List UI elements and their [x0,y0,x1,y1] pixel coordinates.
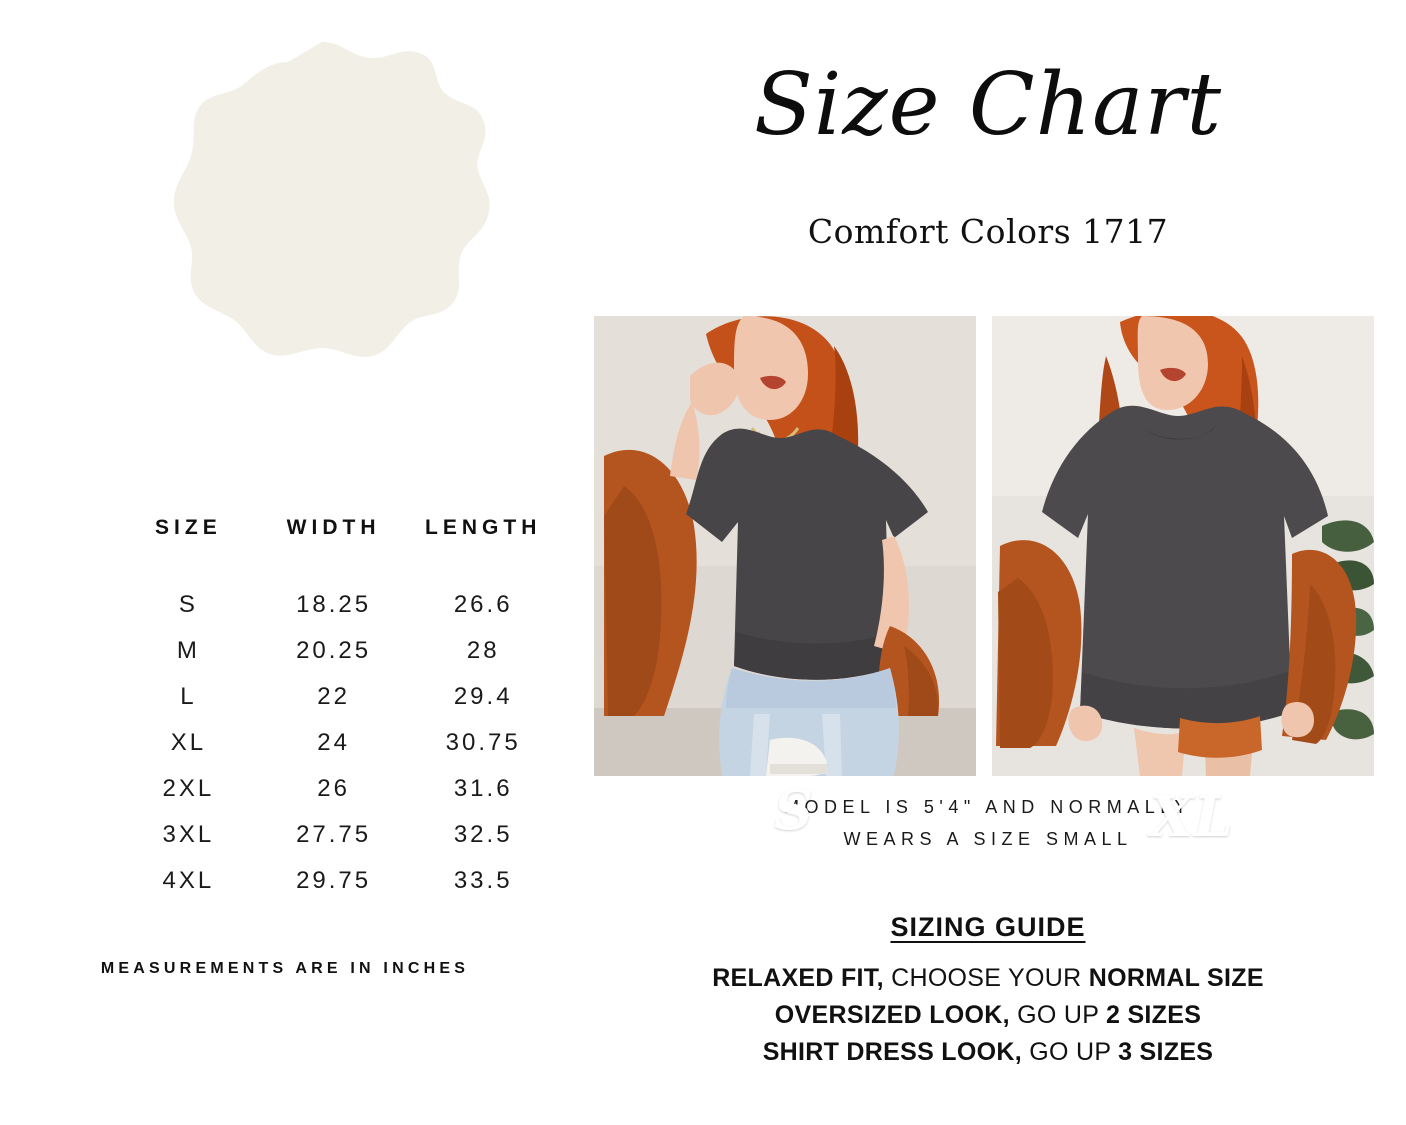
sizing-line-1-bold: NORMAL SIZE [1088,964,1264,992]
sizing-guide-heading: SIZING GUIDE [890,912,1086,942]
column-header-size: SIZE [155,516,222,539]
right-column [570,0,1406,1125]
table-header-row [118,515,558,582]
column-header-width: WIDTH [286,516,381,539]
page-subtitle: Comfort Colors 1717 [807,212,1169,251]
tee-size-letter-small: S [774,778,813,842]
model-photo-small [594,316,976,842]
column-header-length: LENGTH [425,516,542,539]
sizing-line-3-mid: GO UP [1021,1038,1119,1066]
cell-width: 29.75 [296,867,372,894]
cell-length: 29.4 [453,683,513,710]
cell-size: 2XL [162,775,215,802]
table-row [118,582,558,628]
measurement-units-note: MEASUREMENTS ARE IN INCHES [100,960,470,977]
cell-size: L [180,683,197,710]
model-note-line-1: MODEL IS 5'4" AND NORMALLY [784,797,1192,817]
cell-width: 27.75 [296,821,372,848]
cell-width: 22 [317,683,350,710]
sizing-line-1-mid: CHOOSE YOUR [883,964,1089,992]
cell-width: 18.25 [296,591,372,618]
table-row [118,858,558,904]
table-row [118,812,558,858]
cell-size: 4XL [162,867,215,894]
size-measurement-table [118,515,558,904]
cell-length: 32.5 [453,821,513,848]
table-row [118,720,558,766]
cell-width: 24 [317,729,350,756]
sizing-guide-lines [570,960,1406,1071]
table-row [118,674,558,720]
model-height-note [570,792,1406,855]
model-photo-xl [992,316,1374,850]
cell-width: 20.25 [296,637,372,664]
cell-length: 26.6 [453,591,513,618]
table-row [118,628,558,674]
sizing-line-1-prefix: RELAXED FIT, [712,964,884,992]
sizing-line-2-prefix: OVERSIZED LOOK, [774,1001,1010,1029]
left-column [0,0,570,1125]
cell-length: 31.6 [453,775,513,802]
cell-width: 26 [317,775,350,802]
sizing-line-oversized [570,997,1406,1034]
cell-length: 28 [466,637,500,664]
cell-size: XL [170,729,207,756]
sizing-line-3-bold: 3 SIZES [1118,1038,1214,1066]
cell-size: S [178,591,198,618]
cell-length: 33.5 [453,867,513,894]
cell-size: 3XL [162,821,215,848]
tee-size-letter-xl: XL [1150,784,1233,850]
sizing-line-relaxed [570,960,1406,997]
table-row [118,766,558,812]
sizing-line-2-mid: GO UP [1009,1001,1106,1029]
sizing-line-3-prefix: SHIRT DRESS LOOK, [762,1038,1022,1066]
cell-size: M [176,637,200,664]
page-title: Size Chart [753,55,1223,155]
sizing-line-2-bold: 2 SIZES [1106,1001,1202,1029]
decorative-blob-shape [132,38,512,428]
cell-length: 30.75 [445,729,521,756]
sizing-line-shirt-dress [570,1034,1406,1071]
model-note-line-2: WEARS A SIZE SMALL [843,828,1133,849]
